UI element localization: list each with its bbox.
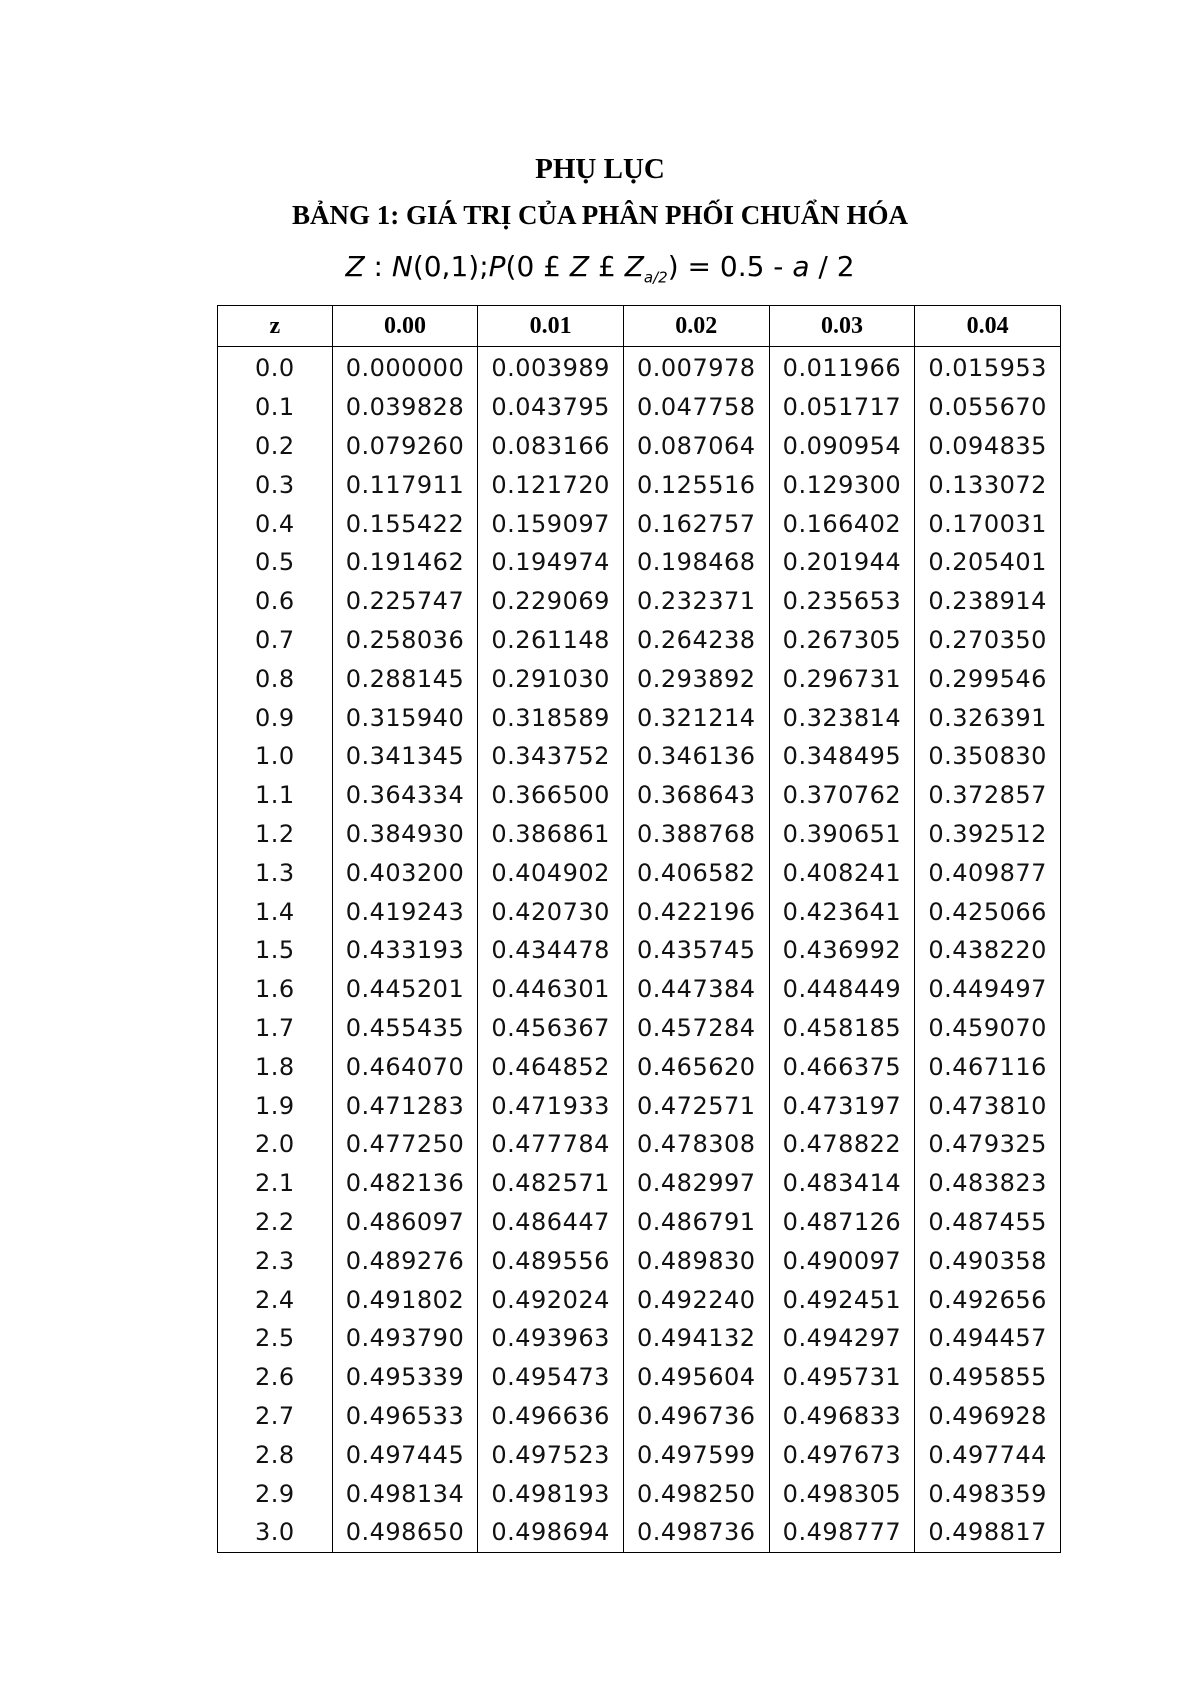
probability-cell: 0.047758 — [623, 388, 769, 427]
z-value-cell: 2.2 — [218, 1203, 333, 1242]
probability-cell: 0.384930 — [332, 815, 478, 854]
probability-cell: 0.496928 — [915, 1397, 1061, 1436]
probability-cell: 0.117911 — [332, 465, 478, 504]
probability-cell: 0.364334 — [332, 776, 478, 815]
probability-cell: 0.495604 — [623, 1358, 769, 1397]
probability-cell: 0.497599 — [623, 1435, 769, 1474]
table-row — [218, 1009, 1061, 1048]
probability-cell: 0.494132 — [623, 1319, 769, 1358]
probability-cell: 0.493790 — [332, 1319, 478, 1358]
probability-cell: 0.492656 — [915, 1280, 1061, 1319]
z-value-cell: 1.1 — [218, 776, 333, 815]
z-value-cell: 3.0 — [218, 1513, 333, 1552]
column-header: 0.03 — [769, 306, 915, 347]
table-row — [218, 427, 1061, 466]
probability-cell: 0.079260 — [332, 427, 478, 466]
formula-tilde: : — [364, 250, 392, 283]
probability-cell: 0.055670 — [915, 388, 1061, 427]
probability-cell: 0.467116 — [915, 1047, 1061, 1086]
probability-cell: 0.229069 — [478, 582, 624, 621]
z-value-cell: 0.7 — [218, 621, 333, 660]
probability-cell: 0.497523 — [478, 1435, 624, 1474]
probability-cell: 0.489830 — [623, 1241, 769, 1280]
probability-cell: 0.466375 — [769, 1047, 915, 1086]
probability-cell: 0.170031 — [915, 504, 1061, 543]
table-row — [218, 388, 1061, 427]
table-row — [218, 543, 1061, 582]
z-value-cell: 1.7 — [218, 1009, 333, 1048]
z-value-cell: 1.4 — [218, 892, 333, 931]
probability-cell: 0.225747 — [332, 582, 478, 621]
z-value-cell: 0.9 — [218, 698, 333, 737]
probability-cell: 0.348495 — [769, 737, 915, 776]
probability-cell: 0.205401 — [915, 543, 1061, 582]
formula-n-args: (0,1) — [412, 250, 480, 283]
probability-cell: 0.201944 — [769, 543, 915, 582]
formula-sep: ; — [479, 250, 489, 283]
probability-cell: 0.194974 — [478, 543, 624, 582]
probability-cell: 0.477784 — [478, 1125, 624, 1164]
z-value-cell: 0.3 — [218, 465, 333, 504]
table-row — [218, 1435, 1061, 1474]
probability-cell: 0.495855 — [915, 1358, 1061, 1397]
probability-cell: 0.492451 — [769, 1280, 915, 1319]
probability-cell: 0.498359 — [915, 1474, 1061, 1513]
probability-cell: 0.491802 — [332, 1280, 478, 1319]
probability-cell: 0.323814 — [769, 698, 915, 737]
table-row — [218, 504, 1061, 543]
probability-cell: 0.482571 — [478, 1164, 624, 1203]
probability-cell: 0.458185 — [769, 1009, 915, 1048]
probability-cell: 0.486447 — [478, 1203, 624, 1242]
probability-cell: 0.270350 — [915, 621, 1061, 660]
probability-cell: 0.489276 — [332, 1241, 478, 1280]
z-value-cell: 2.7 — [218, 1397, 333, 1436]
z-value-cell: 1.0 — [218, 737, 333, 776]
probability-cell: 0.448449 — [769, 970, 915, 1009]
probability-cell: 0.315940 — [332, 698, 478, 737]
z-value-cell: 1.9 — [218, 1086, 333, 1125]
probability-cell: 0.368643 — [623, 776, 769, 815]
z-value-cell: 1.3 — [218, 853, 333, 892]
probability-cell: 0.326391 — [915, 698, 1061, 737]
page-title: PHỤ LỤC — [535, 153, 665, 185]
column-header: 0.01 — [478, 306, 624, 347]
probability-cell: 0.477250 — [332, 1125, 478, 1164]
table-row — [218, 621, 1061, 660]
formula-tail: / 2 — [809, 250, 855, 283]
probability-cell: 0.423641 — [769, 892, 915, 931]
probability-cell: 0.404902 — [478, 853, 624, 892]
table-row — [218, 1280, 1061, 1319]
probability-cell: 0.492240 — [623, 1280, 769, 1319]
probability-cell: 0.498650 — [332, 1513, 478, 1552]
table-row — [218, 1203, 1061, 1242]
probability-cell: 0.436992 — [769, 931, 915, 970]
probability-cell: 0.464070 — [332, 1047, 478, 1086]
z-value-cell: 0.0 — [218, 347, 333, 388]
table-row — [218, 1474, 1061, 1513]
table-row — [218, 776, 1061, 815]
probability-cell: 0.403200 — [332, 853, 478, 892]
table-body — [218, 347, 1061, 1553]
probability-cell: 0.087064 — [623, 427, 769, 466]
probability-cell: 0.288145 — [332, 659, 478, 698]
normal-distribution-table — [217, 305, 1061, 1553]
table-row — [218, 465, 1061, 504]
table-row — [218, 1125, 1061, 1164]
z-value-cell: 1.2 — [218, 815, 333, 854]
probability-cell: 0.473810 — [915, 1086, 1061, 1125]
table-row — [218, 1241, 1061, 1280]
probability-cell: 0.296731 — [769, 659, 915, 698]
probability-cell: 0.420730 — [478, 892, 624, 931]
z-value-cell: 2.6 — [218, 1358, 333, 1397]
table-row — [218, 582, 1061, 621]
probability-cell: 0.155422 — [332, 504, 478, 543]
probability-cell: 0.479325 — [915, 1125, 1061, 1164]
probability-cell: 0.293892 — [623, 659, 769, 698]
z-value-cell: 0.2 — [218, 427, 333, 466]
formula-close: ) = 0.5 - — [667, 250, 793, 283]
probability-cell: 0.000000 — [332, 347, 478, 388]
probability-cell: 0.495731 — [769, 1358, 915, 1397]
probability-cell: 0.051717 — [769, 388, 915, 427]
z-value-cell: 2.3 — [218, 1241, 333, 1280]
probability-cell: 0.133072 — [915, 465, 1061, 504]
z-value-cell: 2.8 — [218, 1435, 333, 1474]
formula-alpha: a — [792, 250, 810, 283]
probability-cell: 0.267305 — [769, 621, 915, 660]
probability-cell: 0.487455 — [915, 1203, 1061, 1242]
probability-cell: 0.409877 — [915, 853, 1061, 892]
probability-cell: 0.496833 — [769, 1397, 915, 1436]
table-row — [218, 892, 1061, 931]
probability-cell: 0.487126 — [769, 1203, 915, 1242]
probability-cell: 0.456367 — [478, 1009, 624, 1048]
probability-cell: 0.198468 — [623, 543, 769, 582]
probability-cell: 0.486791 — [623, 1203, 769, 1242]
probability-cell: 0.043795 — [478, 388, 624, 427]
probability-cell: 0.235653 — [769, 582, 915, 621]
probability-cell: 0.486097 — [332, 1203, 478, 1242]
probability-cell: 0.422196 — [623, 892, 769, 931]
probability-cell: 0.321214 — [623, 698, 769, 737]
z-value-cell: 0.1 — [218, 388, 333, 427]
z-value-cell: 2.9 — [218, 1474, 333, 1513]
probability-cell: 0.498736 — [623, 1513, 769, 1552]
z-value-cell: 1.8 — [218, 1047, 333, 1086]
probability-cell: 0.386861 — [478, 815, 624, 854]
table-row — [218, 698, 1061, 737]
probability-cell: 0.465620 — [623, 1047, 769, 1086]
probability-cell: 0.489556 — [478, 1241, 624, 1280]
probability-cell: 0.493963 — [478, 1319, 624, 1358]
probability-cell: 0.291030 — [478, 659, 624, 698]
z-value-cell: 0.4 — [218, 504, 333, 543]
probability-cell: 0.258036 — [332, 621, 478, 660]
probability-cell: 0.490097 — [769, 1241, 915, 1280]
formula-le2: £ — [589, 250, 625, 283]
probability-cell: 0.350830 — [915, 737, 1061, 776]
probability-cell: 0.090954 — [769, 427, 915, 466]
probability-cell: 0.039828 — [332, 388, 478, 427]
z-value-cell: 2.0 — [218, 1125, 333, 1164]
probability-cell: 0.482136 — [332, 1164, 478, 1203]
probability-cell: 0.464852 — [478, 1047, 624, 1086]
probability-cell: 0.455435 — [332, 1009, 478, 1048]
probability-cell: 0.390651 — [769, 815, 915, 854]
probability-cell: 0.162757 — [623, 504, 769, 543]
formula-z2: Z — [569, 250, 590, 283]
probability-cell: 0.482997 — [623, 1164, 769, 1203]
probability-cell: 0.497445 — [332, 1435, 478, 1474]
table-row — [218, 1319, 1061, 1358]
column-header: 0.02 — [623, 306, 769, 347]
probability-cell: 0.490358 — [915, 1241, 1061, 1280]
table-row — [218, 659, 1061, 698]
z-value-cell: 0.6 — [218, 582, 333, 621]
table-row — [218, 1047, 1061, 1086]
table-row — [218, 737, 1061, 776]
probability-cell: 0.498193 — [478, 1474, 624, 1513]
probability-cell: 0.094835 — [915, 427, 1061, 466]
probability-cell: 0.015953 — [915, 347, 1061, 388]
probability-cell: 0.232371 — [623, 582, 769, 621]
probability-cell: 0.007978 — [623, 347, 769, 388]
probability-cell: 0.341345 — [332, 737, 478, 776]
probability-cell: 0.159097 — [478, 504, 624, 543]
probability-cell: 0.299546 — [915, 659, 1061, 698]
table-row — [218, 347, 1061, 388]
probability-cell: 0.483823 — [915, 1164, 1061, 1203]
probability-cell: 0.494457 — [915, 1319, 1061, 1358]
probability-cell: 0.473197 — [769, 1086, 915, 1125]
probability-cell: 0.318589 — [478, 698, 624, 737]
table-row — [218, 1164, 1061, 1203]
formula-z3: Z — [624, 250, 644, 283]
formula-z: Z — [345, 250, 365, 283]
probability-cell: 0.388768 — [623, 815, 769, 854]
table-header-row — [218, 306, 1061, 347]
probability-cell: 0.492024 — [478, 1280, 624, 1319]
probability-cell: 0.445201 — [332, 970, 478, 1009]
probability-cell: 0.446301 — [478, 970, 624, 1009]
z-value-cell: 0.5 — [218, 543, 333, 582]
probability-cell: 0.483414 — [769, 1164, 915, 1203]
table-row — [218, 931, 1061, 970]
probability-cell: 0.498305 — [769, 1474, 915, 1513]
probability-cell: 0.425066 — [915, 892, 1061, 931]
probability-cell: 0.343752 — [478, 737, 624, 776]
z-value-cell: 0.8 — [218, 659, 333, 698]
probability-cell: 0.191462 — [332, 543, 478, 582]
probability-cell: 0.494297 — [769, 1319, 915, 1358]
column-header: z — [218, 306, 333, 347]
probability-cell: 0.408241 — [769, 853, 915, 892]
probability-cell: 0.011966 — [769, 347, 915, 388]
probability-cell: 0.498250 — [623, 1474, 769, 1513]
probability-cell: 0.478308 — [623, 1125, 769, 1164]
z-value-cell: 1.5 — [218, 931, 333, 970]
probability-cell: 0.478822 — [769, 1125, 915, 1164]
probability-cell: 0.419243 — [332, 892, 478, 931]
formula-p-open: (0 £ — [505, 250, 570, 283]
probability-cell: 0.496636 — [478, 1397, 624, 1436]
probability-cell: 0.370762 — [769, 776, 915, 815]
probability-cell: 0.457284 — [623, 1009, 769, 1048]
probability-cell: 0.471283 — [332, 1086, 478, 1125]
table-row — [218, 1086, 1061, 1125]
probability-cell: 0.264238 — [623, 621, 769, 660]
probability-cell: 0.496533 — [332, 1397, 478, 1436]
probability-cell: 0.083166 — [478, 427, 624, 466]
z-value-cell: 2.4 — [218, 1280, 333, 1319]
probability-cell: 0.497744 — [915, 1435, 1061, 1474]
formula-subscript: a/2 — [643, 268, 668, 287]
table-row — [218, 815, 1061, 854]
probability-cell: 0.498694 — [478, 1513, 624, 1552]
z-value-cell: 1.6 — [218, 970, 333, 1009]
probability-cell: 0.261148 — [478, 621, 624, 660]
probability-cell: 0.433193 — [332, 931, 478, 970]
probability-cell: 0.495339 — [332, 1358, 478, 1397]
table-caption: BẢNG 1: GIÁ TRỊ CỦA PHÂN PHỐI CHUẨN HÓA — [291, 200, 909, 230]
probability-cell: 0.497673 — [769, 1435, 915, 1474]
probability-cell: 0.495473 — [478, 1358, 624, 1397]
z-value-cell: 2.5 — [218, 1319, 333, 1358]
probability-cell: 0.125516 — [623, 465, 769, 504]
probability-cell: 0.406582 — [623, 853, 769, 892]
probability-cell: 0.372857 — [915, 776, 1061, 815]
table-row — [218, 853, 1061, 892]
probability-cell: 0.449497 — [915, 970, 1061, 1009]
table-row — [218, 1397, 1061, 1436]
probability-cell: 0.346136 — [623, 737, 769, 776]
probability-cell: 0.472571 — [623, 1086, 769, 1125]
probability-cell: 0.003989 — [478, 347, 624, 388]
column-header: 0.00 — [332, 306, 478, 347]
probability-cell: 0.471933 — [478, 1086, 624, 1125]
formula-p: P — [488, 250, 506, 283]
probability-cell: 0.434478 — [478, 931, 624, 970]
formula-n: N — [391, 250, 413, 283]
probability-cell: 0.166402 — [769, 504, 915, 543]
probability-cell: 0.498777 — [769, 1513, 915, 1552]
probability-cell: 0.459070 — [915, 1009, 1061, 1048]
probability-cell: 0.238914 — [915, 582, 1061, 621]
probability-cell: 0.392512 — [915, 815, 1061, 854]
probability-cell: 0.438220 — [915, 931, 1061, 970]
table-row — [218, 970, 1061, 1009]
column-header: 0.04 — [915, 306, 1061, 347]
distribution-formula — [0, 250, 1200, 287]
probability-cell: 0.366500 — [478, 776, 624, 815]
probability-cell: 0.498134 — [332, 1474, 478, 1513]
probability-cell: 0.496736 — [623, 1397, 769, 1436]
z-value-cell: 2.1 — [218, 1164, 333, 1203]
probability-cell: 0.498817 — [915, 1513, 1061, 1552]
probability-cell: 0.121720 — [478, 465, 624, 504]
table-row — [218, 1358, 1061, 1397]
probability-cell: 0.435745 — [623, 931, 769, 970]
probability-cell: 0.447384 — [623, 970, 769, 1009]
table-row — [218, 1513, 1061, 1552]
probability-cell: 0.129300 — [769, 465, 915, 504]
